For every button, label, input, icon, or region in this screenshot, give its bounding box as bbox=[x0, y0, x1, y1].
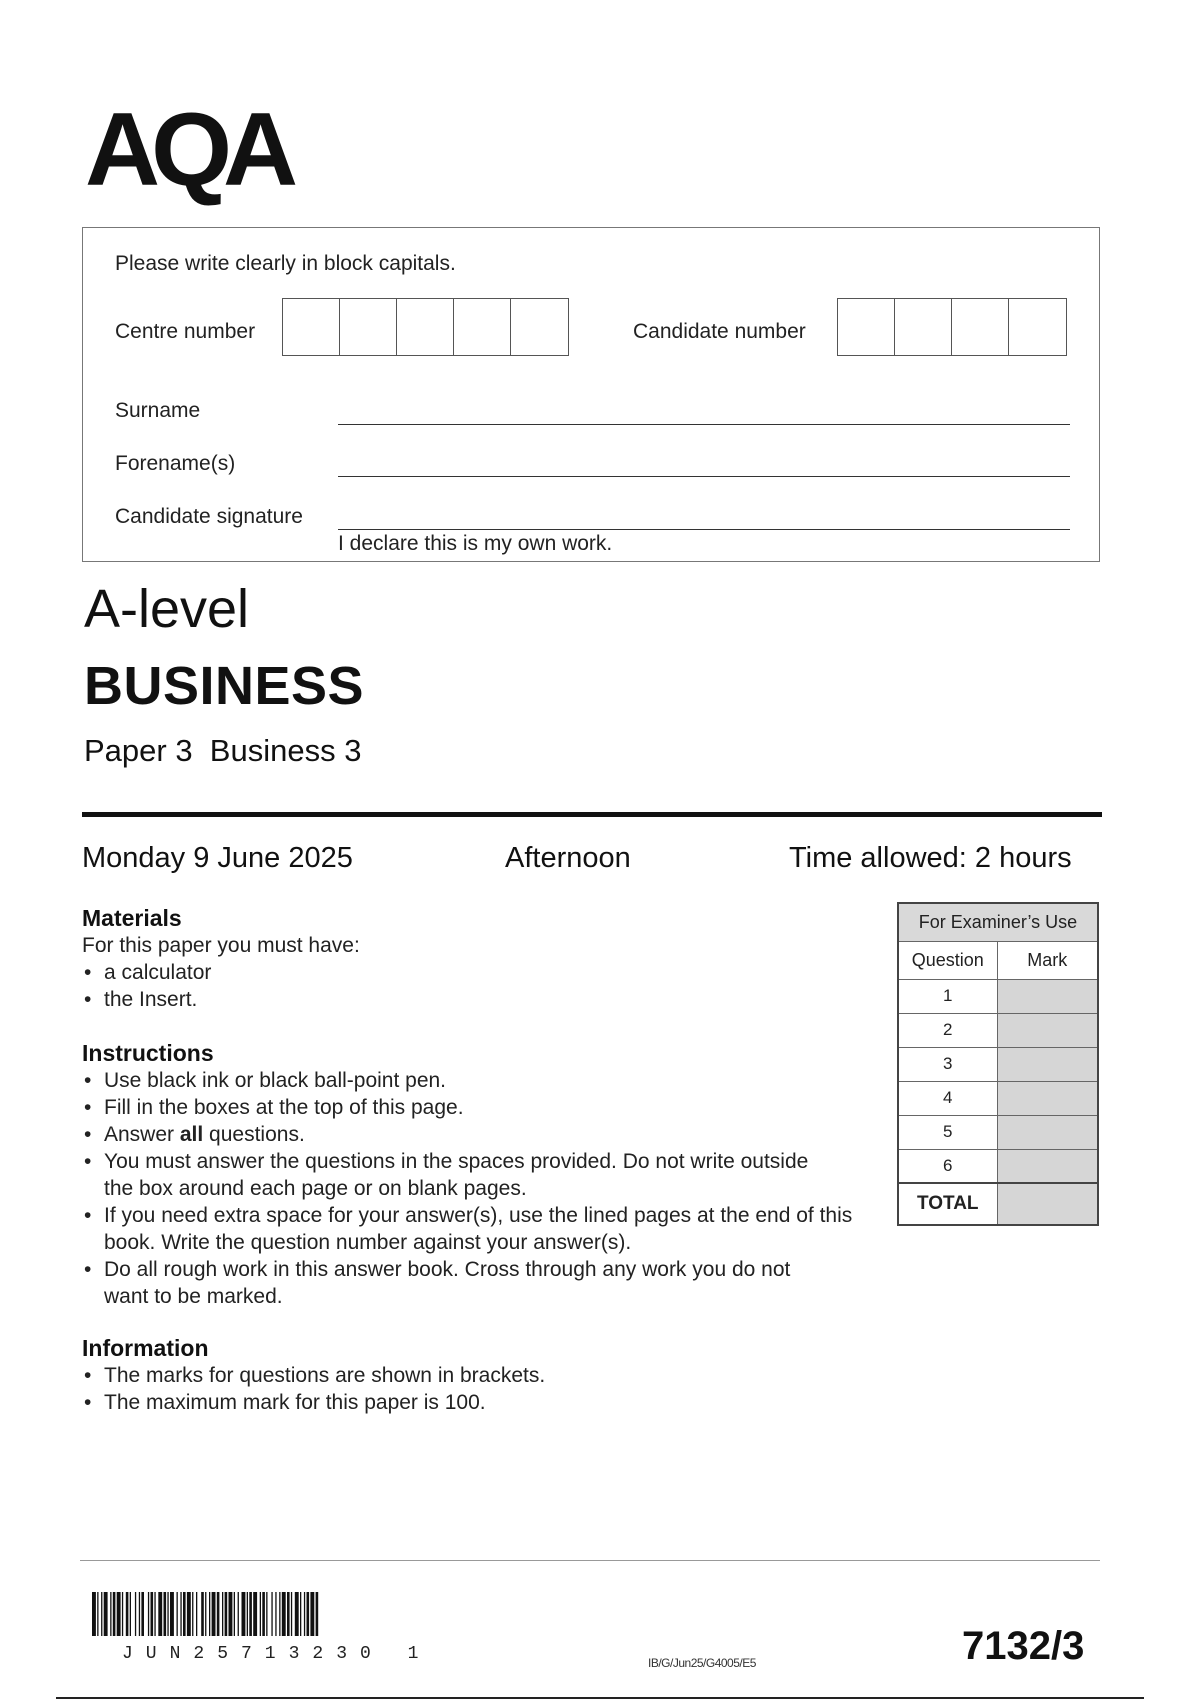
centre-number-digit-box[interactable] bbox=[397, 299, 454, 355]
mark-cell bbox=[997, 1081, 1098, 1115]
list-item: • Use black ink or black ball-point pen. bbox=[82, 1067, 872, 1094]
qualification-title: A-level bbox=[84, 579, 250, 639]
forenames-label: Forename(s) bbox=[115, 452, 236, 475]
table-row bbox=[898, 1047, 1098, 1081]
list-item: • If you need extra space for your answer(s), use the lined pages at the end of this book. Write the question number against your answer(s). bbox=[82, 1202, 872, 1256]
total-mark-cell bbox=[997, 1183, 1098, 1225]
total-row bbox=[898, 1183, 1098, 1225]
instructions-section bbox=[82, 1067, 872, 1310]
list-item: • Do all rough work in this answer book. Cross through any work you do not want to be marked. bbox=[82, 1256, 802, 1310]
mark-column-header: Mark bbox=[997, 941, 1098, 979]
declaration-text: I declare this is my own work. bbox=[338, 532, 613, 555]
candidate-details-box bbox=[82, 227, 1100, 562]
instructions-list bbox=[82, 1067, 872, 1310]
list-item-text: questions. bbox=[203, 1123, 305, 1146]
candidate-number-digit-box[interactable] bbox=[952, 299, 1009, 355]
block-capitals-instruction: Please write clearly in block capitals. bbox=[115, 252, 456, 275]
barcode bbox=[92, 1592, 474, 1636]
question-number: 6 bbox=[898, 1149, 997, 1183]
candidate-number-digit-box[interactable] bbox=[1009, 299, 1066, 355]
centre-number-digit-box[interactable] bbox=[340, 299, 397, 355]
emphasis-text: all bbox=[179, 1123, 204, 1146]
paper-title: Paper 3 Business 3 bbox=[84, 733, 362, 768]
candidate-number-digit-box[interactable] bbox=[838, 299, 895, 355]
header-divider bbox=[82, 812, 1102, 817]
surname-line[interactable] bbox=[338, 424, 1070, 425]
aqa-logo: AQA bbox=[85, 92, 290, 208]
candidate-number-digit-box[interactable] bbox=[895, 299, 952, 355]
footer-divider bbox=[80, 1560, 1100, 1561]
list-item: • the Insert. bbox=[82, 986, 862, 1013]
table-row bbox=[898, 1149, 1098, 1183]
exam-date: Monday 9 June 2025 bbox=[82, 842, 353, 874]
mark-cell bbox=[997, 979, 1098, 1013]
centre-number-label: Centre number bbox=[115, 320, 256, 343]
question-column-header: Question bbox=[898, 941, 997, 979]
mark-cell bbox=[997, 1149, 1098, 1183]
examiner-use-table bbox=[897, 902, 1099, 1226]
table-row bbox=[898, 1013, 1098, 1047]
signature-line[interactable] bbox=[338, 529, 1070, 530]
forenames-line[interactable] bbox=[338, 476, 1070, 477]
list-item bbox=[82, 1121, 872, 1148]
paper-code: 7132/3 bbox=[962, 1624, 1085, 1668]
total-label: TOTAL bbox=[898, 1183, 997, 1225]
information-list bbox=[82, 1362, 862, 1416]
materials-heading: Materials bbox=[82, 905, 182, 931]
page-bottom-rule bbox=[56, 1697, 1144, 1699]
question-number: 3 bbox=[898, 1047, 997, 1081]
question-number: 4 bbox=[898, 1081, 997, 1115]
list-item: • The marks for questions are shown in brackets. bbox=[82, 1362, 862, 1389]
candidate-number-label: Candidate number bbox=[633, 320, 806, 343]
surname-label: Surname bbox=[115, 399, 201, 422]
materials-list bbox=[82, 959, 862, 1013]
instructions-heading: Instructions bbox=[82, 1040, 214, 1066]
mark-cell bbox=[997, 1013, 1098, 1047]
mark-cell bbox=[997, 1047, 1098, 1081]
information-section bbox=[82, 1362, 862, 1416]
candidate-number-boxes[interactable] bbox=[837, 298, 1067, 356]
list-item: • a calculator bbox=[82, 959, 862, 986]
list-item: • Fill in the boxes at the top of this page. bbox=[82, 1094, 872, 1121]
exam-session: Afternoon bbox=[505, 842, 631, 874]
signature-label: Candidate signature bbox=[115, 505, 303, 528]
examiner-use-title: For Examiner’s Use bbox=[898, 903, 1098, 941]
centre-number-digit-box[interactable] bbox=[511, 299, 568, 355]
document-reference: IB/G/Jun25/G4005/E5 bbox=[648, 1656, 756, 1670]
subject-title: BUSINESS bbox=[84, 656, 365, 716]
question-number: 2 bbox=[898, 1013, 997, 1047]
materials-intro: For this paper you must have: bbox=[82, 934, 360, 957]
question-number: 5 bbox=[898, 1115, 997, 1149]
list-item: • You must answer the questions in the spaces provided. Do not write outside the box around each page or on blank pages. bbox=[82, 1148, 812, 1202]
barcode-digits: JUN25713230 1 bbox=[122, 1644, 432, 1664]
centre-number-digit-box[interactable] bbox=[283, 299, 340, 355]
centre-number-boxes[interactable] bbox=[282, 298, 569, 356]
list-item: • The maximum mark for this paper is 100. bbox=[82, 1389, 862, 1416]
question-number: 1 bbox=[898, 979, 997, 1013]
list-item-text: Answer bbox=[104, 1123, 180, 1146]
materials-section bbox=[82, 932, 862, 1013]
mark-cell bbox=[997, 1115, 1098, 1149]
table-row bbox=[898, 979, 1098, 1013]
centre-number-digit-box[interactable] bbox=[454, 299, 511, 355]
table-row bbox=[898, 1081, 1098, 1115]
table-row bbox=[898, 1115, 1098, 1149]
information-heading: Information bbox=[82, 1335, 209, 1361]
time-allowed: Time allowed: 2 hours bbox=[789, 842, 1072, 874]
